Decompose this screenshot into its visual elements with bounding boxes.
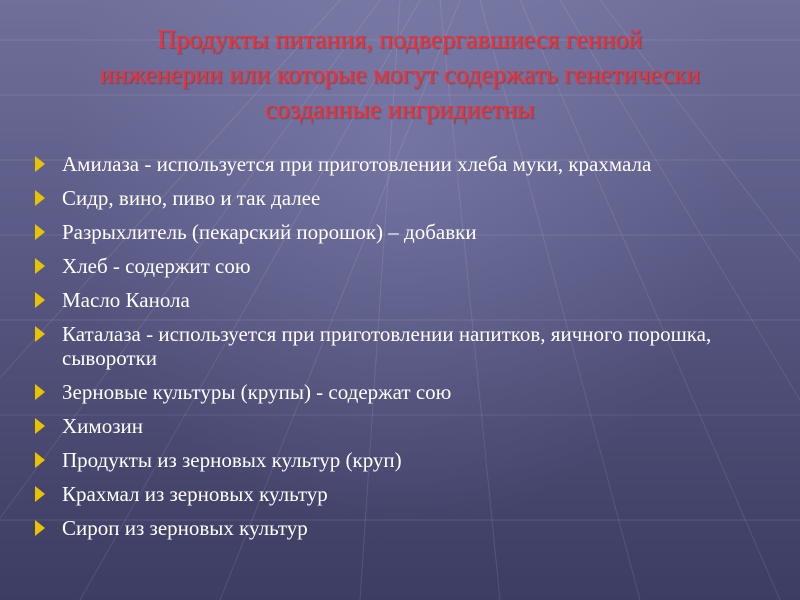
list-item (32, 448, 762, 472)
list-item-text: Каталаза - используется при приготовлении напитков, яичного порошка, сыворотки (62, 322, 712, 370)
list-item (32, 152, 762, 176)
arrow-bullet-icon (34, 155, 46, 173)
list-item (32, 220, 762, 244)
list-item (32, 288, 762, 312)
arrow-bullet-icon (34, 325, 46, 343)
list-item (32, 322, 762, 370)
slide-title (40, 22, 760, 127)
list-item-text: Крахмал из зерновых культур (62, 482, 328, 506)
list-item-text: Продукты из зерновых культур (круп) (62, 448, 402, 472)
arrow-bullet-icon (34, 519, 46, 537)
title-line: инженерии или которые могут содержать генетически (99, 60, 701, 89)
list-item (32, 254, 762, 278)
list-item-text: Сироп из зерновых культур (62, 516, 308, 540)
list-item-text: Зерновые культуры (крупы) - содержат сою (62, 380, 452, 404)
arrow-bullet-icon (34, 451, 46, 469)
list-item-text: Масло Канола (62, 288, 190, 312)
arrow-bullet-icon (34, 417, 46, 435)
bullet-list (32, 152, 762, 550)
arrow-bullet-icon (34, 257, 46, 275)
list-item-text: Амилаза - используется при приготовлении хлеба муки, крахмала (62, 152, 652, 176)
list-item (32, 414, 762, 438)
list-item (32, 380, 762, 404)
list-item-text: Сидр, вино, пиво и так далее (62, 186, 321, 210)
arrow-bullet-icon (34, 383, 46, 401)
list-item (32, 482, 762, 506)
list-item (32, 186, 762, 210)
arrow-bullet-icon (34, 223, 46, 241)
arrow-bullet-icon (34, 485, 46, 503)
list-item-text: Разрыхлитель (пекарский порошок) – добавки (62, 220, 477, 244)
list-item-text: Хлеб - содержит сою (62, 254, 251, 278)
arrow-bullet-icon (34, 291, 46, 309)
title-line: Продукты питания, подвергавшиеся генной (157, 25, 643, 54)
list-item (32, 516, 762, 540)
list-item-text: Химозин (62, 414, 143, 438)
arrow-bullet-icon (34, 189, 46, 207)
title-line: созданные ингридиетны (265, 95, 535, 124)
